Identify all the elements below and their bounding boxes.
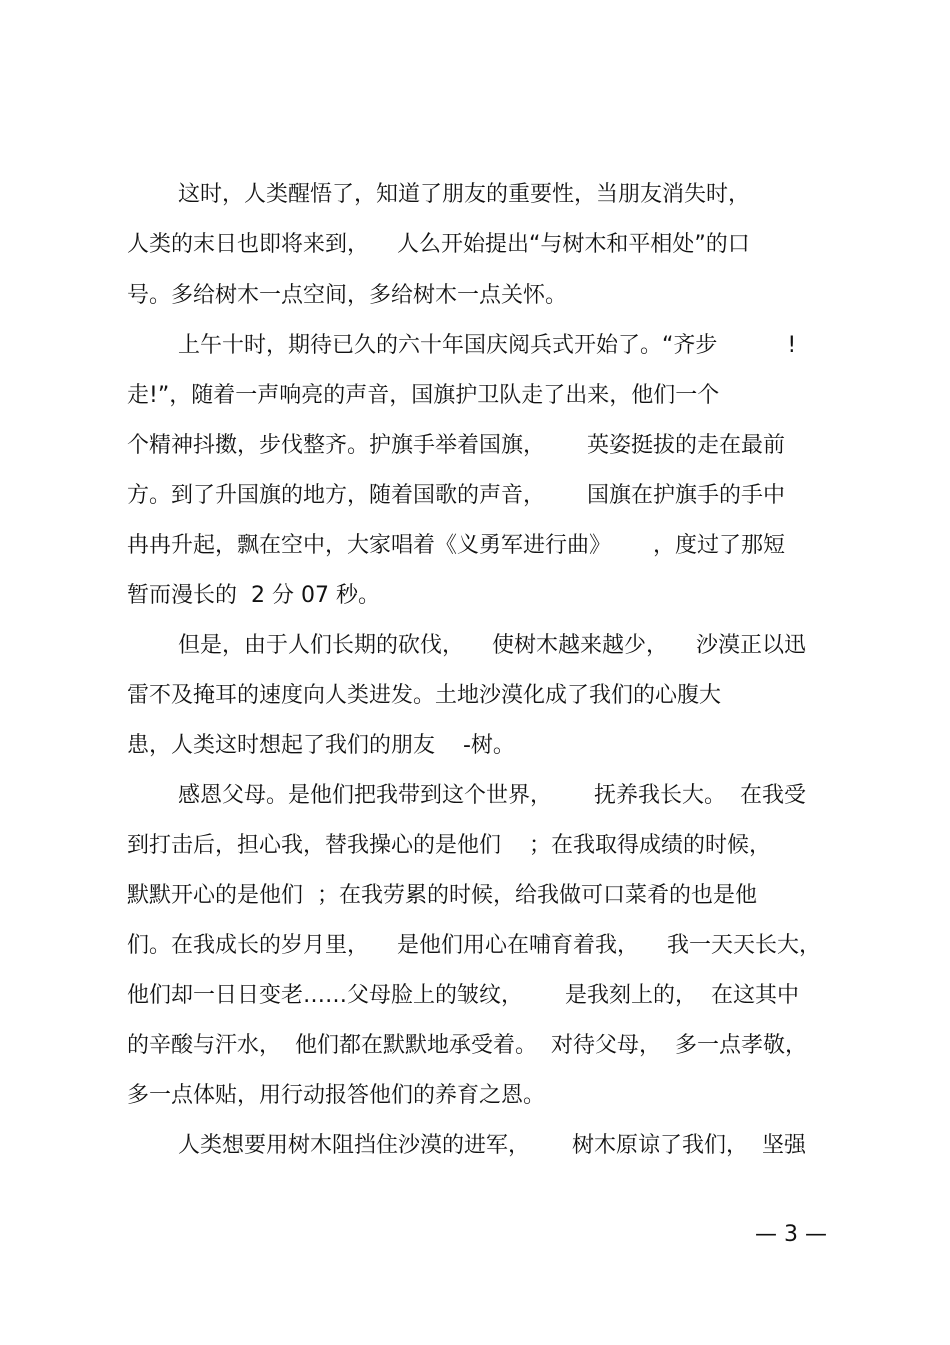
paragraph-3-line-2: 雷不及掩耳的速度向人类进发。土地沙漠化成了我们的心腹大 bbox=[127, 683, 722, 708]
paragraph-2-line-2: 走!”，随着一声响亮的声音，国旗护卫队走了出来，他们一个 bbox=[127, 383, 720, 408]
paragraph-4-line-4: 们。在我成长的岁月里， 是他们用心在哺育着我， 我一天天长大， bbox=[127, 933, 821, 958]
page-number: — 3 — bbox=[755, 1222, 827, 1247]
paragraph-4-line-3: 默默开心的是他们 ；在我劳累的时候，给我做可口菜肴的也是他 bbox=[127, 883, 757, 908]
paragraph-3-line-1: 但是，由于人们长期的砍伐， 使树木越来越少， 沙漠正以迅 bbox=[178, 633, 806, 658]
paragraph-4-line-7: 多一点体贴，用行动报答他们的养育之恩。 bbox=[127, 1083, 546, 1108]
paragraph-4-line-1: 感恩父母。是他们把我带到这个世界， 抚养我长大。 在我受 bbox=[178, 783, 806, 808]
paragraph-2-line-6: 暂而漫长的 2 分 07 秒。 bbox=[127, 583, 380, 608]
paragraph-2-line-3: 个精神抖擞，步伐整齐。护旗手举着国旗， 英姿挺拔的走在最前 bbox=[127, 433, 785, 458]
paragraph-5-line-1: 人类想要用树木阻挡住沙漠的进军， 树木原谅了我们， 坚强 bbox=[178, 1133, 806, 1158]
paragraph-4-line-5: 他们却一日日变老……父母脸上的皱纹， 是我刻上的， 在这其中 bbox=[127, 983, 799, 1008]
paragraph-3-line-3: 患，人类这时想起了我们的朋友 -树。 bbox=[127, 733, 515, 758]
paragraph-4-line-6: 的辛酸与汗水， 他们都在默默地承受着。 对待父母， 多一点孝敬， bbox=[127, 1033, 807, 1058]
paragraph-4-line-2: 到打击后，担心我，替我操心的是他们 ；在我取得成绩的时候， bbox=[127, 833, 771, 858]
paragraph-2-line-4: 方。到了升国旗的地方，随着国歌的声音， 国旗在护旗手的手中 bbox=[127, 483, 785, 508]
paragraph-2-line-5: 冉冉升起，飘在空中，大家唱着《义勇军进行曲》 ，度过了那短 bbox=[127, 533, 785, 558]
paragraph-1-line-2: 人类的末日也即将来到， 人么开始提出“与树木和平相处”的口 bbox=[127, 232, 750, 257]
paragraph-1-line-3: 号。多给树木一点空间，多给树木一点关怀。 bbox=[127, 283, 568, 308]
paragraph-2-line-1: 上午十时，期待已久的六十年国庆阅兵式开始了。“齐步 ! bbox=[178, 333, 797, 358]
paragraph-1-line-1: 这时，人类醒悟了，知道了朋友的重要性，当朋友消失时， bbox=[178, 182, 751, 207]
